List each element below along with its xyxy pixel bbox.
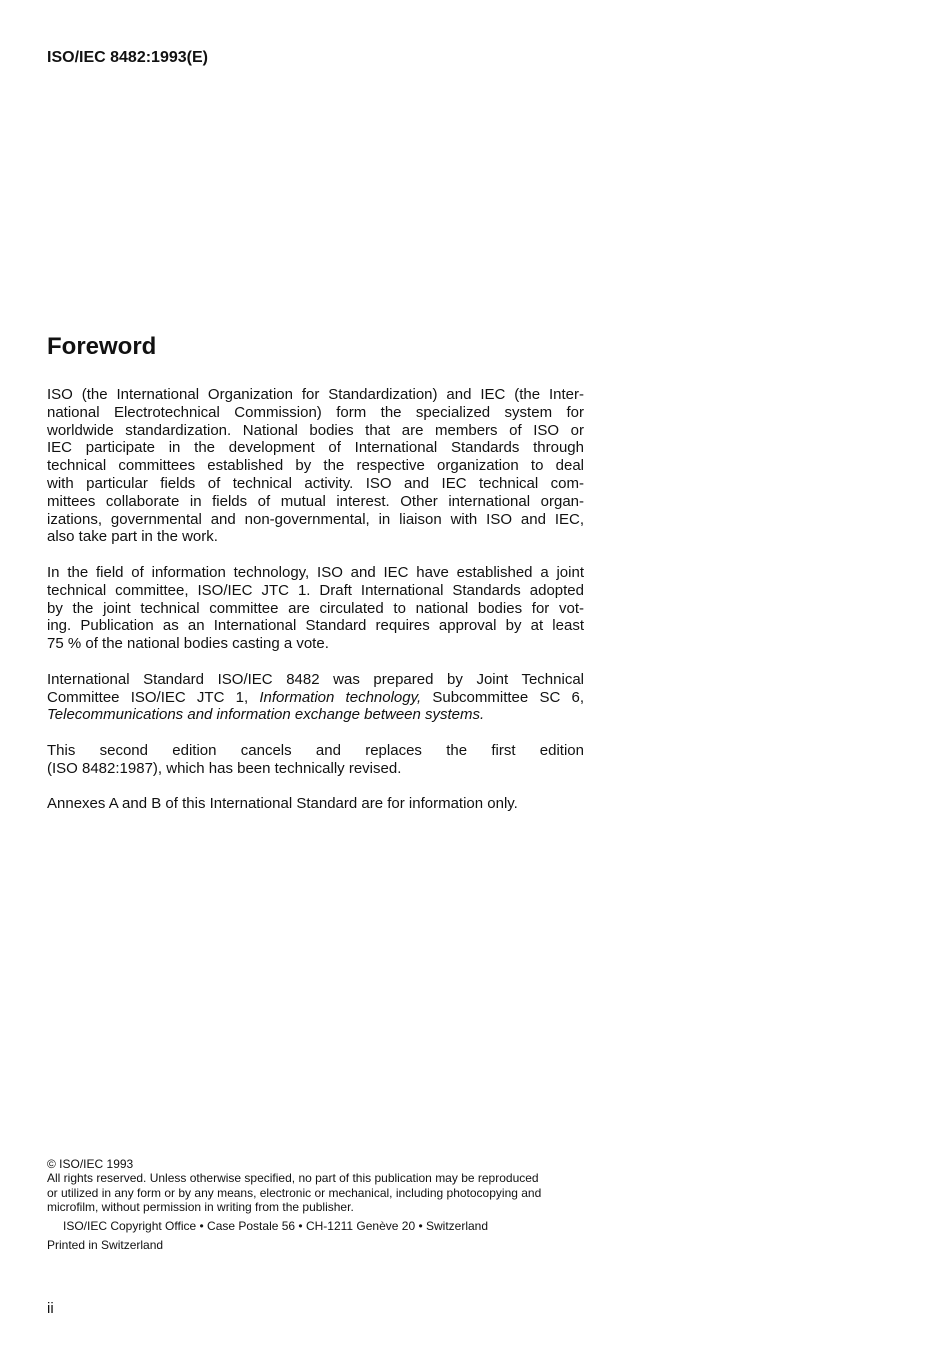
text-line xyxy=(47,511,584,529)
copyright-line: © ISO/IEC 1993 xyxy=(47,1157,134,1171)
printed-line: Printed in Switzerland xyxy=(47,1238,164,1253)
text-span: Committee ISO/IEC JTC 1, xyxy=(47,688,260,706)
text-line xyxy=(47,528,584,546)
text-line xyxy=(47,493,584,511)
text-span: national Electrotechnical Commission) form the specialized system for xyxy=(47,403,584,421)
text-span: izations, governmental and non-governmental, in liaison with ISO and IEC, xyxy=(47,510,584,528)
section-title: Foreword xyxy=(47,333,157,360)
paragraph xyxy=(47,795,584,813)
text-span: worldwide standardization. National bodies that are members of ISO or xyxy=(47,421,584,439)
text-line xyxy=(47,706,584,724)
paragraph xyxy=(47,671,584,724)
text-span: technical committees established by the respective organization to deal xyxy=(47,457,584,475)
text-span: also take part in the work. xyxy=(47,528,218,546)
rights-line: microfilm, without permission in writing from the publisher. xyxy=(47,1199,354,1214)
text-span: technical committee, ISO/IEC JTC 1. Draft International Standards adopted xyxy=(47,581,584,599)
text-line xyxy=(47,795,584,813)
address-line: ISO/IEC Copyright Office • Case Postale 56 • CH-1211 Genève 20 • Switzerland xyxy=(63,1219,489,1234)
paragraph xyxy=(47,564,584,653)
italic-text: Telecommunications and information exchange between systems. xyxy=(47,706,485,724)
paragraph xyxy=(47,742,584,778)
text-span: Annexes A and B of this International Standard are for information only. xyxy=(47,795,518,813)
text-line xyxy=(47,475,584,493)
foreword-body xyxy=(47,386,584,831)
document-header: ISO/IEC 8482:1993(E) xyxy=(47,49,208,66)
text-line xyxy=(47,742,584,760)
text-span: (ISO 8482:1987), which has been technically revised. xyxy=(47,759,402,777)
rights-line: or utilized in any form or by any means, electronic or mechanical, including photocopying and xyxy=(47,1185,542,1200)
text-span: In the field of information technology, ISO and IEC have established a joint xyxy=(47,563,584,581)
text-span: ISO (the International Organization for Standardization) and IEC (the Inter- xyxy=(47,386,584,403)
text-line xyxy=(47,600,584,618)
text-line xyxy=(47,457,584,475)
text-line xyxy=(47,564,584,582)
paragraph xyxy=(47,386,584,546)
text-span: ing. Publication as an International Standard requires approval by at least xyxy=(47,617,584,635)
text-span: 75 % of the national bodies casting a vote. xyxy=(47,635,329,653)
text-line xyxy=(47,422,584,440)
copyright-footer xyxy=(47,1157,541,1253)
text-line xyxy=(47,404,584,422)
italic-text: Information technology, xyxy=(259,688,422,706)
text-span: mittees collaborate in fields of mutual interest. Other international organ- xyxy=(47,492,584,510)
text-line xyxy=(47,635,584,653)
text-line xyxy=(47,386,584,404)
text-line xyxy=(47,689,584,707)
text-span: with particular fields of technical activity. ISO and IEC technical com- xyxy=(47,474,584,492)
text-line xyxy=(47,582,584,600)
text-span: by the joint technical committee are circulated to national bodies for vot- xyxy=(47,599,584,617)
page-number: ii xyxy=(47,1300,54,1317)
text-line xyxy=(47,760,584,778)
text-span: Subcommittee SC 6, xyxy=(421,688,584,706)
text-line xyxy=(47,617,584,635)
text-line xyxy=(47,671,584,689)
text-span: This second edition cancels and replaces the first edition xyxy=(47,741,584,759)
text-line xyxy=(47,439,584,457)
text-span: International Standard ISO/IEC 8482 was prepared by Joint Technical xyxy=(47,670,584,688)
text-span: IEC participate in the development of International Standards through xyxy=(47,439,584,457)
rights-line: All rights reserved. Unless otherwise specified, no part of this publication may be reproduced xyxy=(47,1171,539,1186)
